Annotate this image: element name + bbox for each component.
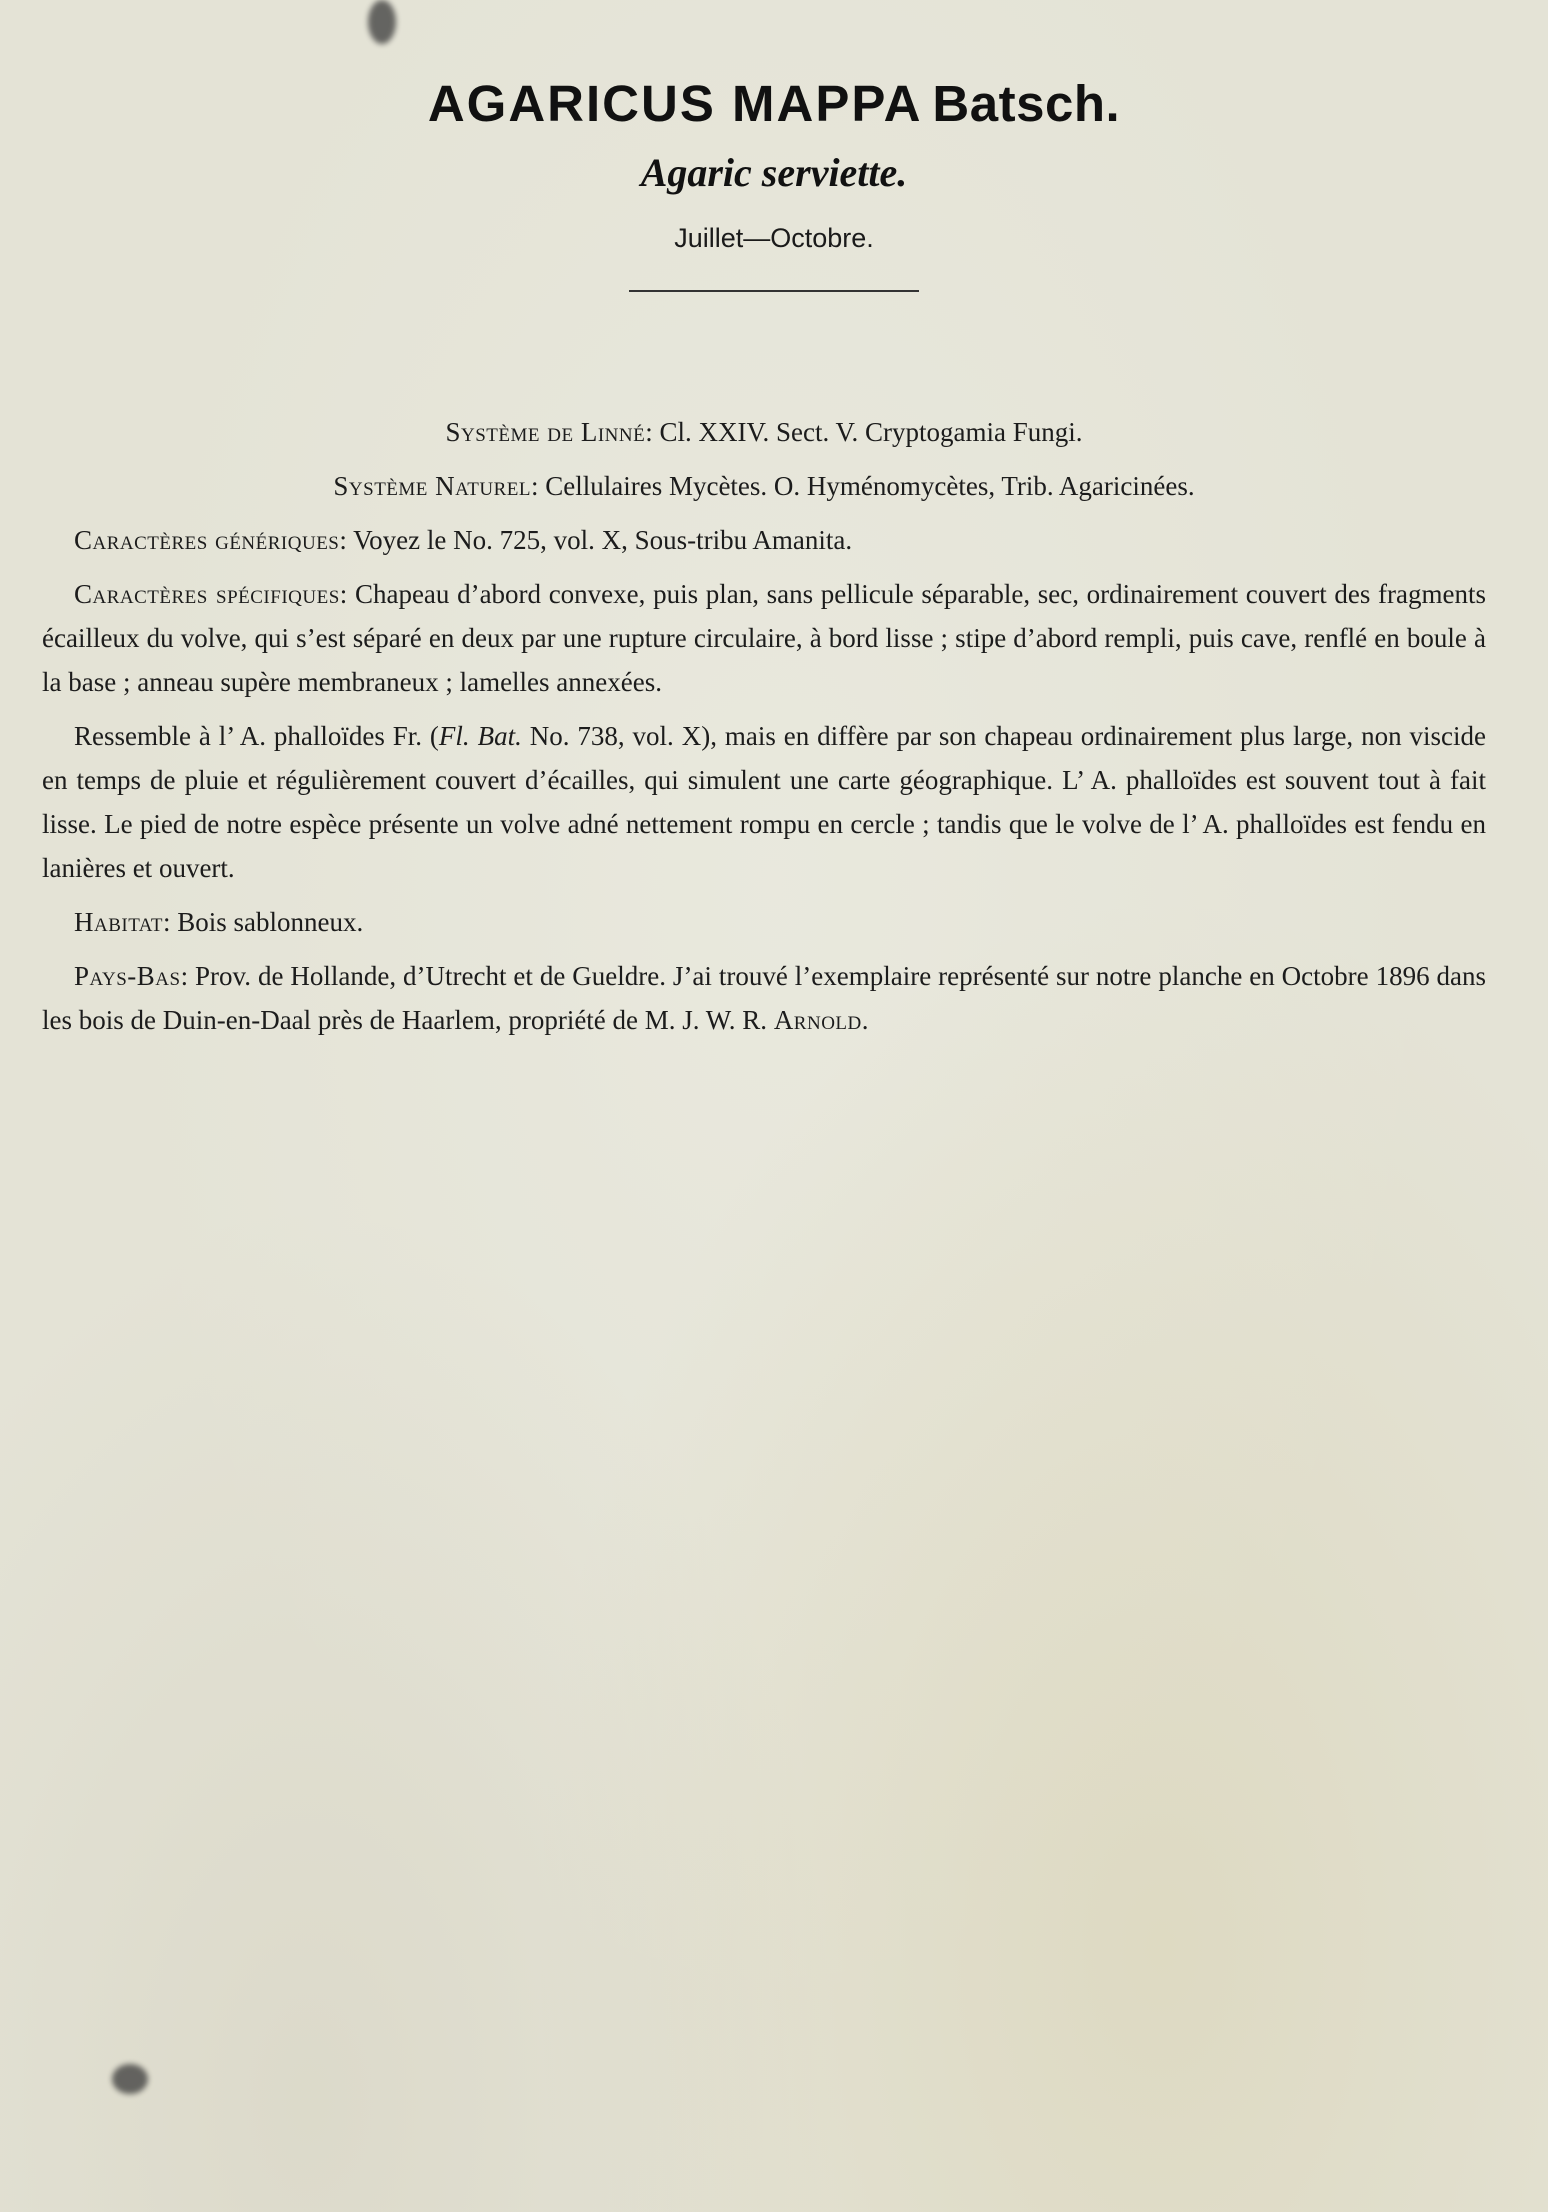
italic-reference: Fl. Bat. bbox=[438, 721, 522, 751]
owner-name: Arnold. bbox=[773, 1005, 870, 1035]
paragraph-linne bbox=[42, 410, 1486, 454]
section-text: Ressemble à l’ A. phalloïdes Fr. ( bbox=[74, 721, 439, 751]
section-label: Pays-Bas bbox=[74, 961, 181, 991]
ink-spot bbox=[112, 2064, 148, 2094]
paragraph-paysbas bbox=[42, 954, 1486, 1042]
common-name: Agaric serviette. bbox=[640, 150, 908, 195]
section-text: : Cellulaires Mycètes. O. Hyménomycètes, Trib. Agaricinées. bbox=[530, 471, 1195, 501]
section-text: : Bois sablonneux. bbox=[163, 907, 364, 937]
section-label: Système de Linné bbox=[445, 417, 646, 447]
season: Juillet—Octobre. bbox=[674, 223, 874, 253]
paragraph-ressemble bbox=[42, 714, 1486, 890]
species-name: AGARICUS MAPPA bbox=[427, 75, 923, 132]
paragraph-habitat bbox=[42, 900, 1486, 944]
divider bbox=[629, 290, 919, 292]
section-label: Système Naturel bbox=[333, 471, 531, 501]
section-text: No. 738, vol. X), mais en diffère par son chapeau ordinairement plus large, non viscide en temps de pluie et régulièrement couvert d’écailles, qui simulent une carte géographique. L’ A. phalloïdes est souvent tout à fait lisse. Le pied de notre espèce présente un volve adné nettement rompu en cercle ; tandis que le volve de l’ A. phalloïdes est fendu en lanières et ouvert. bbox=[42, 721, 1486, 883]
section-label: Habitat bbox=[74, 907, 164, 937]
section-text: : Voyez le No. 725, vol. X, Sous-tribu Amanita. bbox=[339, 525, 853, 555]
section-text: : Prov. de Hollande, d’Utrecht et de Gueldre. J’ai trouvé l’exemplaire représenté sur notre planche en Octobre 1896 dans les bois de Duin-en-Daal près de Haarlem, propriété de M. J. W. R. bbox=[42, 961, 1486, 1035]
paragraph-specifiques bbox=[42, 572, 1486, 704]
section-text: : Cl. XXIV. Sect. V. Cryptogamia Fungi. bbox=[645, 417, 1083, 447]
section-label: Caractères spécifiques bbox=[74, 579, 340, 609]
species-author: Batsch. bbox=[932, 75, 1121, 132]
paragraph-naturel bbox=[42, 464, 1486, 508]
body-text bbox=[42, 410, 1486, 1042]
page-title bbox=[0, 75, 1548, 132]
ink-spot bbox=[368, 0, 396, 44]
section-label: Caractères génériques bbox=[74, 525, 340, 555]
section-text: : Chapeau d’abord convexe, puis plan, sans pellicule séparable, sec, ordinairement couvert des fragments écailleux du volve, qui s’est séparé en deux par une rupture circulaire, à bord lisse ; stipe d’abord rempli, puis cave, renflé en boule à la base ; anneau supère membraneux ; lamelles annexées. bbox=[42, 579, 1487, 697]
paragraph-generiques bbox=[42, 518, 1486, 562]
title-block bbox=[0, 75, 1548, 292]
